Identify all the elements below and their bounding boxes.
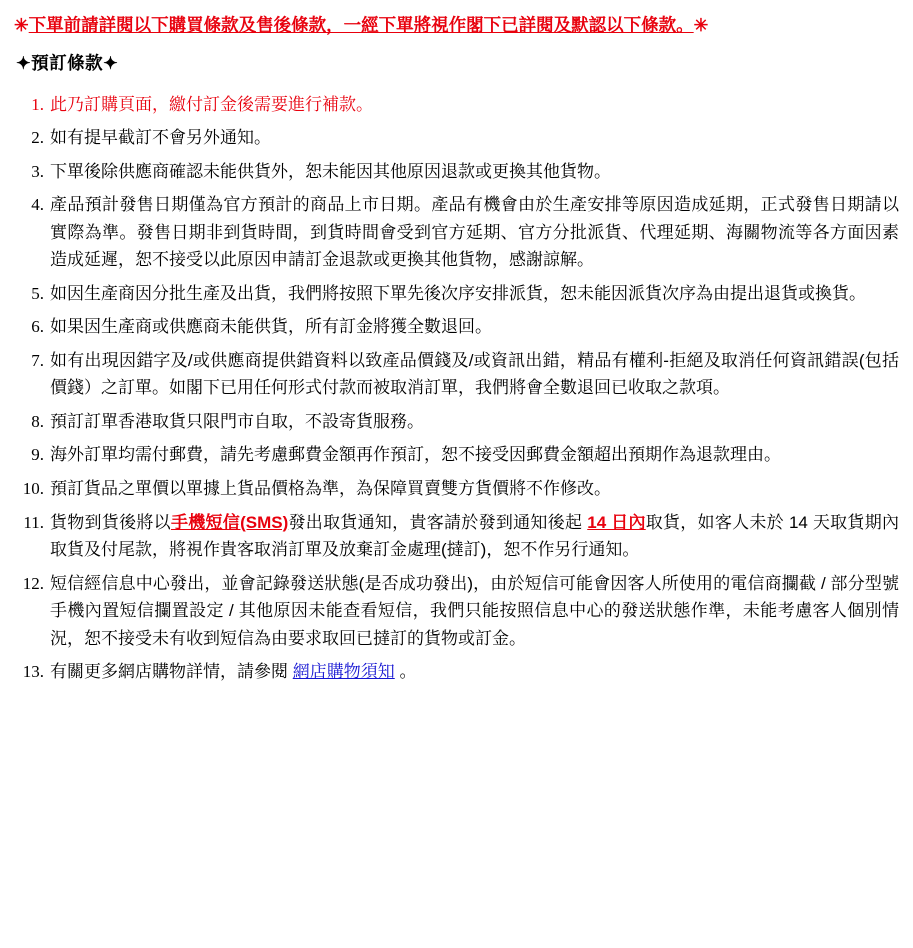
term-item <box>14 570 899 653</box>
term-text <box>50 509 899 564</box>
asterisk-icon-left: ✳ <box>14 15 29 35</box>
term-text: 海外訂單均需付郵費，請先考慮郵費金額再作預訂，恕不接受因郵費金額超出預期作為退款理由。 <box>50 445 781 465</box>
top-notice <box>14 14 899 38</box>
term-text-part: 貨物到貨後將以 <box>50 512 171 532</box>
term-item <box>14 191 899 274</box>
terms-list <box>14 91 899 686</box>
term-text <box>50 658 899 686</box>
term-item <box>14 509 899 564</box>
term-item <box>14 313 899 341</box>
term-text: 如果因生產商或供應商未能供貨，所有訂金將獲全數退回。 <box>50 317 492 337</box>
term-text-part: 發出取貨通知，貴客請於發到通知後起 <box>288 512 588 532</box>
term-text-part: 有關更多網店購物詳情，請參閱 <box>50 662 293 682</box>
term-text-part: 。 <box>394 662 417 682</box>
term-item <box>14 658 899 686</box>
term-item <box>14 408 899 436</box>
term-item <box>14 441 899 469</box>
term-item <box>14 124 899 152</box>
asterisk-icon-right: ✳ <box>693 15 709 35</box>
term-text: 預訂貨品之單價以單據上貨品價格為準，為保障買賣雙方貨價將不作修改。 <box>50 479 611 498</box>
term-emphasis: 手機短信(SMS) <box>170 512 289 532</box>
term-item <box>14 91 899 119</box>
term-item <box>14 158 899 186</box>
term-text: 如有提早截訂不會另外通知。 <box>50 128 271 148</box>
shopping-guide-link[interactable]: 網店購物須知 <box>292 662 395 682</box>
top-notice-text: 下單前請詳閱以下購買條款及售後條款，一經下單將視作閣下已詳閱及默認以下條款。 <box>28 15 694 35</box>
term-text: 如有出現因錯字及/或供應商提供錯資料以致產品價錢及/或資訊出錯，精品有權利-拒絕及取消任何資訊錯誤(包括價錢）之訂單。如閣下已用任何形式付款而被取消訂單，我們將會全數退回已收取之款項。 <box>50 350 899 398</box>
term-text: 下單後除供應商確認未能供貨外，恕未能因其他原因退款或更換其他貨物。 <box>50 161 611 181</box>
term-text: 此乃訂購頁面，繳付訂金後需要進行補款。 <box>50 94 373 114</box>
section-title: ✦預訂條款✦ <box>16 52 119 73</box>
term-item <box>14 475 899 503</box>
term-emphasis: 14 日內 <box>587 512 646 532</box>
term-item <box>14 280 899 308</box>
term-text: 預訂訂單香港取貨只限門市自取，不設寄貨服務。 <box>50 411 424 431</box>
term-text: 短信經信息中心發出，並會記錄發送狀態(是否成功發出)，由於短信可能會因客人所使用的電信商攔截 / 部分型號手機內置短信攔置設定 / 其他原因未能查看短信，我們只能按照信息中心的發送狀態作準，未能考慮客人個別情況，恕不接受未有收到短信為由要求取回已撻訂的貨物或訂金。 <box>50 573 899 648</box>
term-text: 產品預計發售日期僅為官方預計的商品上市日期。產品有機會由於生產安排等原因造成延期，正式發售日期請以實際為準。發售日期非到貨時間，到貨時間會受到官方延期、官方分批派貨、代理延期、海關物流等各方面因素造成延遲，恕不接受以此原因申請訂金退款或更換其他貨物，感謝諒解。 <box>50 195 899 270</box>
term-text-part: 取貨，如客人未於 14 天取貨期內取貨及付尾款，將視作貴客取消訂單及放棄訂金處理(撻訂)，恕不作另行通知。 <box>50 512 899 560</box>
term-text: 如因生產商因分批生產及出貨，我們將按照下單先後次序安排派貨，恕未能因派貨次序為由提出退貨或換貨。 <box>50 283 866 303</box>
term-item <box>14 347 899 402</box>
